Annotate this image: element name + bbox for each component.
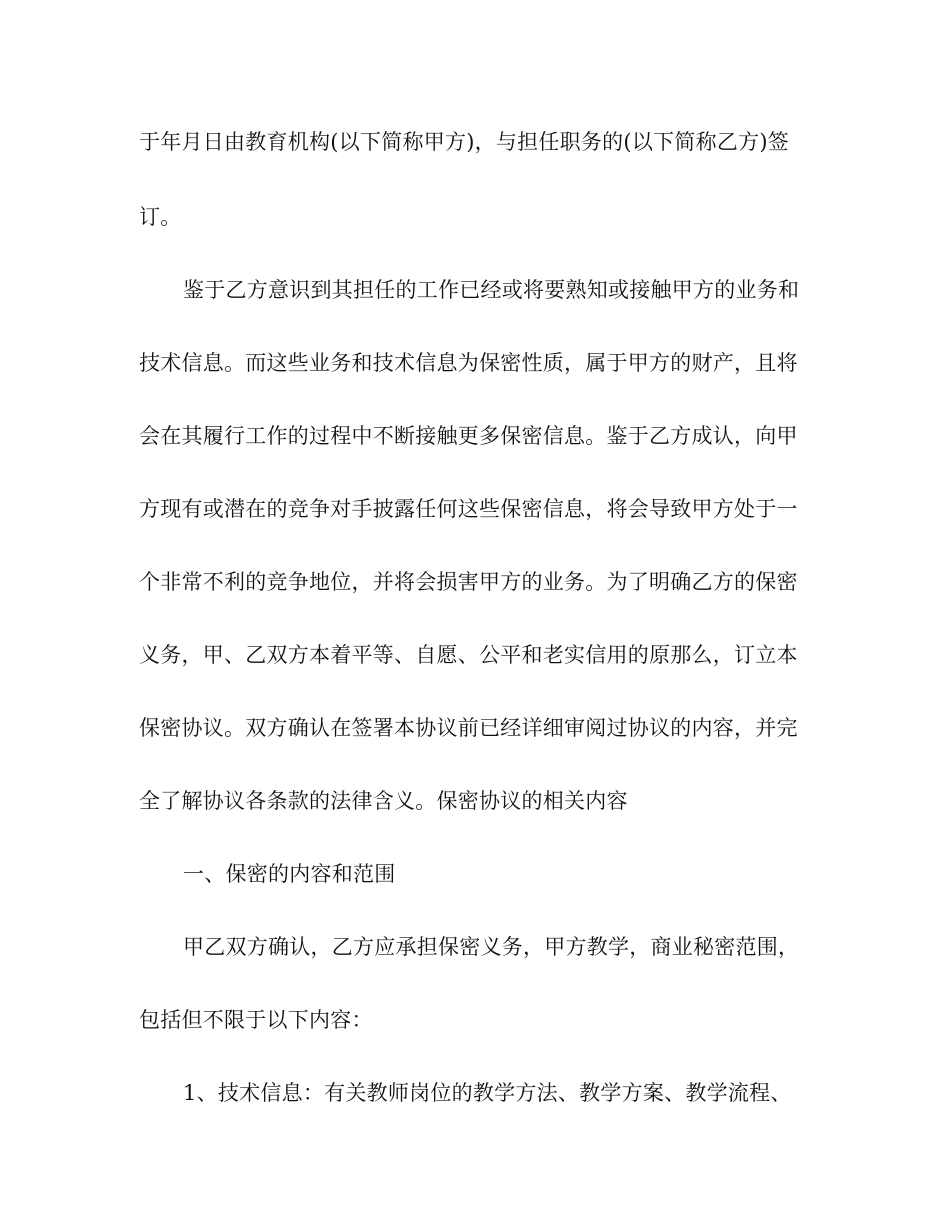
text-line: 义务，甲、乙双方本着平等、自愿、公平和老实信用的原那么，订立本 [139, 643, 798, 667]
section-heading: 一、保密的内容和范围 [183, 862, 396, 886]
list-item: 1、技术信息：有关教师岗位的教学方法、教学方案、教学流程、 [183, 1081, 792, 1105]
text-line: 技术信息。而这些业务和技术信息为保密性质，属于甲方的财产，且将 [139, 351, 798, 375]
paragraph-line: 鉴于乙方意识到其担任的工作已经或将要熟知或接触甲方的业务和 [183, 278, 800, 302]
text-line: 保密协议。双方确认在签署本协议前已经详细审阅过协议的内容，并完 [139, 716, 798, 740]
text-line: 个非常不利的竞争地位，并将会损害甲方的业务。为了明确乙方的保密 [139, 570, 798, 594]
text-line: 全了解协议各条款的法律含义。保密协议的相关内容 [139, 789, 628, 813]
text-line: 会在其履行工作的过程中不断接触更多保密信息。鉴于乙方成认，向甲 [139, 424, 798, 448]
paragraph-line: 甲乙双方确认，乙方应承担保密义务，甲方教学，商业秘密范围， [183, 935, 800, 959]
text-line: 订。 [139, 205, 182, 229]
text-line: 包括但不限于以下内容： [139, 1008, 373, 1032]
text-line: 于年月日由教育机构(以下简称甲方)，与担任职务的(以下简称乙方)签 [139, 130, 790, 154]
text-line: 方现有或潜在的竞争对手披露任何这些保密信息，将会导致甲方处于一 [139, 497, 798, 521]
